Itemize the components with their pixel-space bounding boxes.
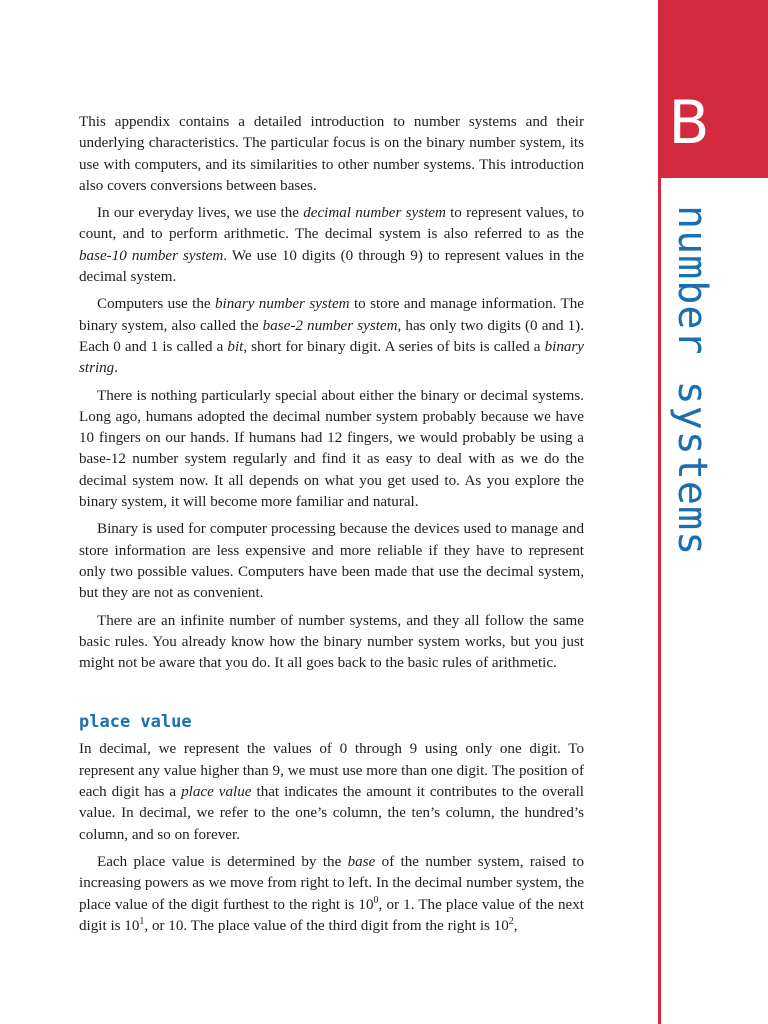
chapter-tab bbox=[658, 0, 768, 178]
text-run: that indicates the amount it contributes to the overall value. In decimal, we refer to the one’s column, the ten’s column, the hundred’s column, and so on forever. bbox=[79, 784, 584, 843]
section-heading: place value bbox=[79, 712, 192, 733]
emphasis: bit bbox=[227, 338, 244, 355]
text-run: This appendix contains a detailed introduction to number systems and their underlying characteristics. The particular focus is on the binary number system, its use with computers, and its similarities to other number systems. This introduction also covers conversions between bases. bbox=[79, 114, 584, 194]
emphasis: base-10 number system bbox=[79, 247, 224, 264]
superscript: 1 bbox=[139, 915, 145, 927]
paragraph bbox=[79, 112, 584, 197]
text-run: There is nothing particularly special about either the binary or decimal systems. Long ago, humans adopted the decimal number system probably because we have 10 fingers on our hands. If humans had 12 fingers, we would probably be using a base-12 number system regularly and find it as easy to deal with as we do the decimal system now. It all depends on what you get used to. As you explore the binary system, it will become more familiar and natural. bbox=[79, 387, 584, 511]
text-run: There are an infinite number of number systems, and they all follow the same basic rules. You already know how the binary number system works, but you just might not be aware that you do. It all goes back to the basic rules of arithmetic. bbox=[79, 612, 584, 672]
text-run: to store and manage information. The binary system, also called the bbox=[79, 296, 584, 334]
text-run: , or 1. The place value of the next digit is 10 bbox=[79, 896, 584, 934]
text-run: Each place value is determined by the bbox=[97, 853, 348, 870]
text-run: . We use 10 digits (0 through 9) to represent values in the decimal system. bbox=[79, 247, 584, 286]
intro-section bbox=[79, 112, 584, 674]
chapter-letter: B bbox=[668, 88, 710, 158]
superscript: 2 bbox=[508, 915, 514, 927]
paragraph bbox=[79, 386, 584, 514]
text-run: , bbox=[513, 917, 518, 934]
text-run: to represent values, to count, and to perform arithmetic. The decimal system is also referred to as the bbox=[79, 205, 584, 243]
text-run: , or 10. The place value of the third digit from the right is 10 bbox=[144, 917, 509, 934]
text-run: . bbox=[114, 360, 119, 377]
text-run: In our everyday lives, we use the bbox=[97, 205, 304, 222]
paragraph bbox=[79, 852, 584, 937]
emphasis: place value bbox=[181, 784, 252, 801]
text-run: Binary is used for computer processing because the devices used to manage and store information are less expensive and more reliable if they have to represent only two possible values. Computers have been made that use the decimal system, but they are not as convenient. bbox=[79, 521, 584, 602]
body-text bbox=[79, 112, 584, 943]
paragraph bbox=[79, 739, 584, 845]
margin-rule bbox=[658, 178, 661, 1024]
text-run: In decimal, we represent the values of 0 through 9 using only one digit. To represent any value higher than 9, we must use more than one digit. The position of each digit has a bbox=[79, 741, 584, 801]
superscript: 0 bbox=[373, 894, 379, 906]
emphasis: binary number system bbox=[215, 296, 350, 313]
paragraph bbox=[79, 294, 584, 379]
place-value-section bbox=[79, 739, 584, 937]
text-run: Computers use the bbox=[97, 296, 215, 313]
paragraph bbox=[79, 611, 584, 675]
text-run: , has only two digits (0 and 1). Each 0 and 1 is called a bbox=[79, 317, 584, 355]
paragraph bbox=[79, 519, 584, 604]
text-run: , short for binary digit. A series of bits is called a bbox=[243, 338, 545, 355]
emphasis: binary string bbox=[79, 338, 585, 377]
emphasis: base bbox=[347, 853, 376, 870]
paragraph bbox=[79, 203, 584, 288]
emphasis: decimal number system bbox=[303, 205, 446, 222]
text-run: of the number system, raised to increasing powers as we move from right to left. In the decimal number system, the place value of the digit furthest to the right is 10 bbox=[79, 853, 584, 913]
emphasis: base-2 number system bbox=[262, 317, 398, 334]
chapter-title: number systems bbox=[669, 205, 715, 557]
